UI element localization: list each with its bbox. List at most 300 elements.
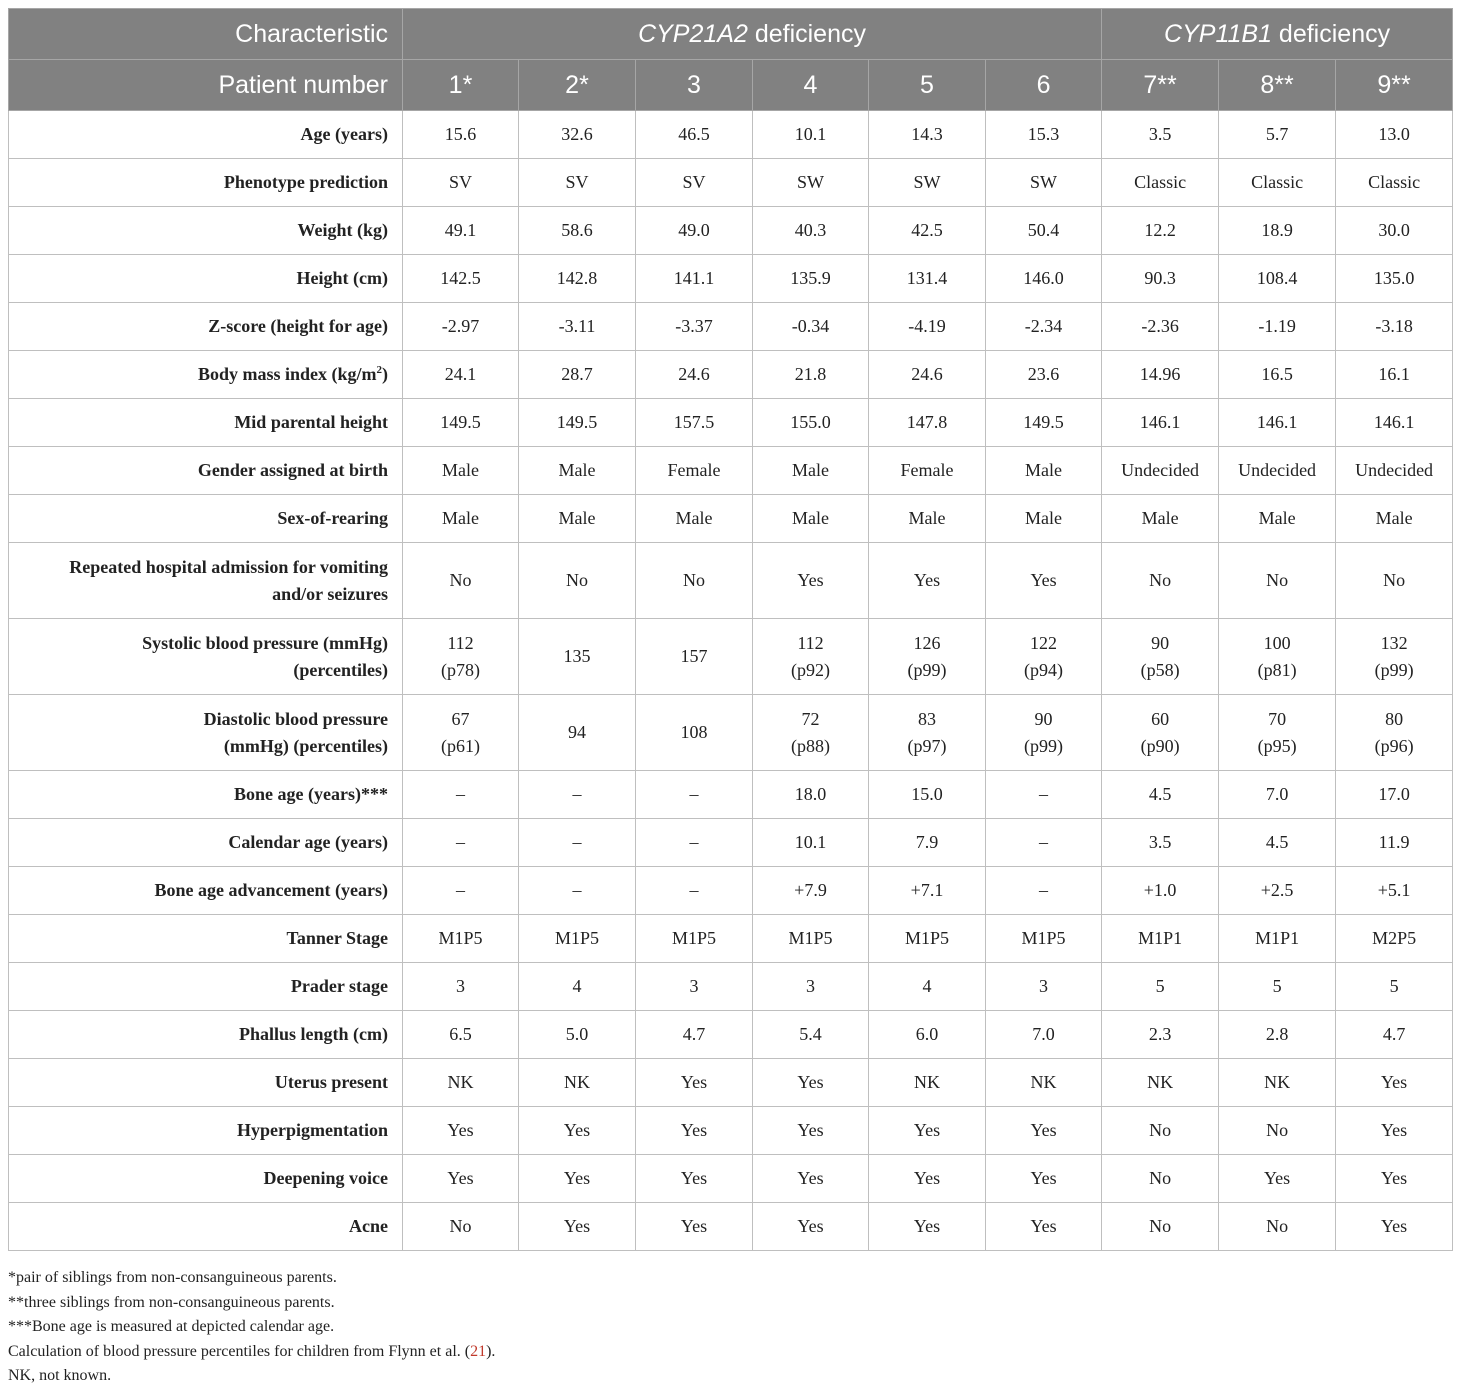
cell-value: – [689,832,699,852]
cell-value: 146.0 [1023,268,1064,288]
row-label-line: Acne [349,1216,388,1236]
cell-value: – [456,784,465,804]
table-cell [869,303,986,351]
table-cell [636,447,753,495]
cell-value: -2.34 [1024,316,1063,336]
cell-value: – [456,832,465,852]
table-cell [1102,695,1219,771]
cell-value: +7.1 [910,880,944,900]
table-cell [986,399,1102,447]
cyp21a2-group-header [403,9,1102,60]
cell-value: M1P5 [788,928,833,948]
table-cell [869,543,986,619]
cell-value: Yes [1030,1120,1057,1140]
cell-value: 94 [568,722,586,742]
table-cell [1336,111,1453,159]
table-cell [519,255,636,303]
cell-value: Yes [1380,1168,1408,1188]
cell-value: (p88) [791,735,830,756]
table-cell [753,695,869,771]
cell-value: 14.96 [1139,364,1181,384]
cell-value: Yes [1380,1120,1408,1140]
table-cell [519,495,636,543]
cell-value: SW [1030,172,1058,192]
cyp11b1-group-header [1102,9,1453,60]
table-row [9,1107,1453,1155]
table-cell [403,543,519,619]
table-cell [986,447,1102,495]
cell-value: (p99) [1024,735,1064,756]
table-cell [519,1107,636,1155]
footnote-bone-age: ***Bone age is measured at depicted calendar age. [8,1318,335,1335]
cell-value: Yes [563,1216,591,1236]
cell-value: M2P5 [1372,928,1417,948]
cell-value: – [689,880,699,900]
table-cell [986,159,1102,207]
row-label-line: Hyperpigmentation [237,1120,388,1140]
patient-number-cell: 3 [636,60,753,111]
table-cell [869,351,986,399]
cell-value: 24.6 [678,364,710,384]
cell-value: 3 [806,976,815,996]
table-cell [986,867,1102,915]
cell-value: 24.6 [911,364,943,384]
cell-value: 157.5 [673,412,715,432]
cell-value: 23.6 [1027,364,1060,384]
cell-value: No [683,570,705,590]
cell-value: 24.1 [444,364,477,384]
table-cell [403,255,519,303]
table-row [9,1203,1453,1251]
cell-value: – [572,880,582,900]
row-label [9,1203,403,1251]
table-row [9,351,1453,399]
row-label-line: Phenotype prediction [223,172,388,192]
table-cell [1336,867,1453,915]
row-label-line: Repeated hospital admission for vomiting [69,556,388,577]
table-cell [753,1059,869,1107]
row-label [9,819,403,867]
cell-value: 135.9 [790,268,831,288]
row-label-line: Height (cm) [296,268,388,288]
cell-value: Yes [447,1168,474,1188]
table-cell [869,207,986,255]
table-cell [869,1011,986,1059]
cell-value: (p81) [1257,659,1297,680]
table-cell [1336,819,1453,867]
reference-link-21[interactable]: 21 [470,1342,487,1360]
table-cell [636,963,753,1011]
table-cell [986,619,1102,695]
table-cell [869,695,986,771]
table-cell [753,1107,869,1155]
table-cell [986,915,1102,963]
cell-value: 7.0 [1032,1024,1055,1044]
cell-value: Yes [797,1120,824,1140]
cell-value: 112 [447,632,474,653]
table-cell [753,255,869,303]
table-cell [519,351,636,399]
table-cell [403,1011,519,1059]
table-cell [636,1107,753,1155]
cell-value: (p99) [1374,659,1414,680]
cell-value: Yes [563,1120,591,1140]
table-cell [403,1059,519,1107]
cell-value: 90 [1151,632,1170,653]
table-row [9,111,1453,159]
table-cell [753,1203,869,1251]
cell-value: 131.4 [906,268,948,288]
table-cell [986,819,1102,867]
row-label-line-2: (mmHg) (percentiles) [223,735,388,756]
table-cell [869,495,986,543]
cell-value: 28.7 [561,364,593,384]
cell-value: 30.0 [1378,220,1410,240]
table-row [9,399,1453,447]
table-cell [636,351,753,399]
table-footnotes [8,1266,1448,1389]
table-cell [1102,1059,1219,1107]
table-cell [753,819,869,867]
table-cell [1102,1203,1219,1251]
cell-value: No [1149,1216,1172,1236]
cell-value: -3.18 [1375,316,1413,336]
cell-value: -2.97 [441,316,480,336]
cell-value: 4.7 [1382,1024,1406,1044]
cell-value: 147.8 [906,412,948,432]
cell-value: – [1039,784,1049,804]
cell-value: 135 [563,646,591,666]
cell-value: Yes [1263,1168,1291,1188]
cell-value: 149.5 [556,412,598,432]
cell-value: No [449,570,472,590]
table-cell [1219,619,1336,695]
cell-value: – [572,784,582,804]
table-row [9,695,1453,771]
header-row-groups [9,9,1453,60]
table-cell [519,1203,636,1251]
table-cell [1336,207,1453,255]
table-cell [1336,447,1453,495]
table-cell [986,111,1102,159]
table-cell [1102,771,1219,819]
row-label [9,963,403,1011]
cell-value: 80 [1385,708,1404,729]
cell-value: 142.5 [440,268,481,288]
table-cell [753,399,869,447]
cell-value: (p99) [907,659,947,680]
table-cell [1336,915,1453,963]
table-cell [1336,695,1453,771]
cell-value: M1P5 [438,928,483,948]
cell-value: 14.3 [911,124,943,144]
cell-value: 32.6 [561,124,593,144]
cell-value: Male [675,508,713,528]
patient-characteristics-table [8,8,1453,1251]
table-cell [753,867,869,915]
cell-value: (p97) [907,735,947,756]
table-cell [519,819,636,867]
row-label-line-2: and/or seizures [272,583,388,604]
cell-value: 7.9 [915,832,939,852]
table-cell [403,399,519,447]
row-label-line [15,361,388,388]
table-cell [519,399,636,447]
table-cell [636,915,753,963]
table-cell [1219,1107,1336,1155]
cell-value: 141.1 [673,268,715,288]
table-row [9,819,1453,867]
cell-value: 46.5 [678,124,710,144]
cell-value: 49.1 [444,220,477,240]
footnote-bp-text: Calculation of blood pressure percentiles for children from Flynn et al. ( [8,1342,471,1360]
cell-value: 5.7 [1265,124,1289,144]
row-label-line: Calendar age (years) [228,832,388,852]
table-cell [519,915,636,963]
table-cell [403,1203,519,1251]
table-cell [753,771,869,819]
cell-value: M1P1 [1138,928,1183,948]
table-row [9,867,1453,915]
cell-value: 49.0 [678,220,710,240]
cell-value: SV [565,172,589,192]
cell-value: NK [1030,1072,1057,1092]
cell-value: +7.9 [794,880,827,900]
table-cell [1219,255,1336,303]
table-cell [753,619,869,695]
cell-value: NK [1264,1072,1291,1092]
table-cell [519,1011,636,1059]
cell-value: No [566,570,588,590]
table-cell [753,915,869,963]
cell-value: Yes [797,1072,824,1092]
row-label-line-2: (percentiles) [293,659,388,680]
cell-value: 42.5 [911,220,943,240]
footnote-bp-percentiles [8,1340,1448,1365]
table-cell [753,351,869,399]
table-cell [403,159,519,207]
cell-value: 146.1 [1256,412,1298,432]
table-cell [753,1155,869,1203]
cell-value: 2.8 [1265,1024,1289,1044]
row-label-line: Z-score (height for age) [208,316,388,336]
table-cell [986,1203,1102,1251]
table-cell [986,1155,1102,1203]
cell-value: 13.0 [1378,124,1410,144]
cell-value: Yes [797,1216,824,1236]
row-label-line: Uterus present [274,1072,388,1092]
table-cell [403,963,519,1011]
patient-number-cell: 8** [1219,60,1336,111]
table-row [9,1155,1453,1203]
table-cell [519,447,636,495]
table-cell [1102,1107,1219,1155]
table-cell [1219,207,1336,255]
cyp11b1-gene-name: CYP11B1 [1164,19,1272,48]
table-cell [636,771,753,819]
row-label-line: Prader stage [290,976,388,996]
table-row [9,915,1453,963]
cell-value: Male [1375,508,1413,528]
cell-value: 3 [1039,976,1049,996]
cell-value: 155.0 [790,412,831,432]
cell-value: 5 [1389,976,1399,996]
table-cell [1336,255,1453,303]
table-cell [636,619,753,695]
cell-value: No [1149,1168,1172,1188]
cell-value: 72 [801,708,820,729]
table-cell [986,255,1102,303]
table-cell [1219,1155,1336,1203]
table-cell [986,303,1102,351]
cell-value: (p78) [441,659,480,680]
cell-value: Female [900,460,954,480]
cell-value: – [1039,880,1049,900]
cell-value: 6.0 [915,1024,939,1044]
table-cell [636,495,753,543]
table-cell [1102,207,1219,255]
cell-value: 3 [456,976,465,996]
table-cell [1219,159,1336,207]
cell-value: Yes [680,1072,708,1092]
table-row [9,1059,1453,1107]
row-label [9,1011,403,1059]
cell-value: 11.9 [1378,832,1410,852]
row-label [9,351,403,399]
cell-value: -3.37 [675,316,713,336]
table-cell [1102,819,1219,867]
cell-value: 4 [922,976,932,996]
patient-number-header: Patient number [9,60,403,111]
cell-value: NK [1147,1072,1174,1092]
cell-value: 90 [1034,708,1053,729]
cell-value: +2.5 [1260,880,1294,900]
footnote-nk: NK, not known. [8,1367,112,1384]
table-cell [519,1155,636,1203]
table-cell [1336,159,1453,207]
table-cell [519,159,636,207]
cell-value: -0.34 [791,316,830,336]
cell-value: 15.0 [911,784,943,804]
cell-value: Male [558,508,596,528]
table-cell [1219,819,1336,867]
patient-number-cell: 9** [1336,60,1453,111]
cell-value: 142.8 [556,268,598,288]
cell-value: No [1149,570,1172,590]
table-cell [1336,1107,1453,1155]
patient-number-cell: 1* [403,60,519,111]
table-cell [636,867,753,915]
table-cell [403,867,519,915]
cell-value: Yes [913,570,941,590]
row-label-line: Gender assigned at birth [197,460,388,480]
cell-value: Yes [913,1120,941,1140]
cell-value: Male [1258,508,1296,528]
table-cell [986,1011,1102,1059]
table-cell [1102,351,1219,399]
table-cell [1219,915,1336,963]
table-cell [869,111,986,159]
table-cell [1336,543,1453,619]
table-cell [403,207,519,255]
table-cell [636,255,753,303]
table-cell [403,819,519,867]
cell-value: 5 [1155,976,1165,996]
cell-value: 12.2 [1144,220,1176,240]
cell-value: 15.6 [444,124,477,144]
footnote-siblings-pair: *pair of siblings from non-consanguineous parents. [8,1269,337,1286]
table-cell [986,695,1102,771]
table-cell [986,1107,1102,1155]
cell-value: Male [558,460,596,480]
row-label-line: Age (years) [300,124,388,144]
table-cell [403,1107,519,1155]
cell-value: No [1266,570,1289,590]
cell-value: No [449,1216,472,1236]
cell-value: 122 [1030,632,1058,653]
table-cell [1102,495,1219,543]
table-cell [1219,111,1336,159]
cell-value: 4.5 [1265,832,1289,852]
cell-value: No [1383,570,1406,590]
table-cell [1219,351,1336,399]
table-cell [869,255,986,303]
cell-value: 149.5 [1023,412,1064,432]
row-label [9,695,403,771]
cell-value: 21.8 [794,364,827,384]
table-cell [986,543,1102,619]
cyp11b1-group-suffix: deficiency [1271,19,1391,48]
table-cell [636,399,753,447]
table-cell [986,771,1102,819]
table-cell [869,867,986,915]
row-label-line: Weight (kg) [297,220,388,240]
row-label-line: Systolic blood pressure (mmHg) [142,632,388,653]
table-cell [1219,303,1336,351]
table-cell [1102,447,1219,495]
cell-value: SV [448,172,472,192]
cell-value: 18.9 [1261,220,1293,240]
cell-value: 146.1 [1139,412,1181,432]
table-cell [519,207,636,255]
table-row [9,619,1453,695]
cell-value: 6.5 [449,1024,472,1044]
cell-value: 100 [1263,632,1291,653]
cell-value: Undecided [1238,460,1317,480]
cell-value: 83 [918,708,936,729]
cell-value: 149.5 [440,412,481,432]
table-row [9,255,1453,303]
table-row [9,543,1453,619]
cell-value: (p90) [1140,735,1180,756]
cell-value: No [1266,1216,1289,1236]
table-cell [1336,399,1453,447]
table-cell [1102,619,1219,695]
table-cell [1102,1155,1219,1203]
table-cell [986,963,1102,1011]
cell-value: – [572,832,582,852]
table-cell [1336,1011,1453,1059]
cell-value: SW [913,172,941,192]
table-cell [753,111,869,159]
table-cell [753,495,869,543]
cell-value: 40.3 [794,220,827,240]
cell-value: Yes [563,1168,591,1188]
cell-value: Classic [1251,172,1304,192]
cell-value: – [1039,832,1049,852]
table-row [9,207,1453,255]
cell-value: Yes [680,1216,708,1236]
